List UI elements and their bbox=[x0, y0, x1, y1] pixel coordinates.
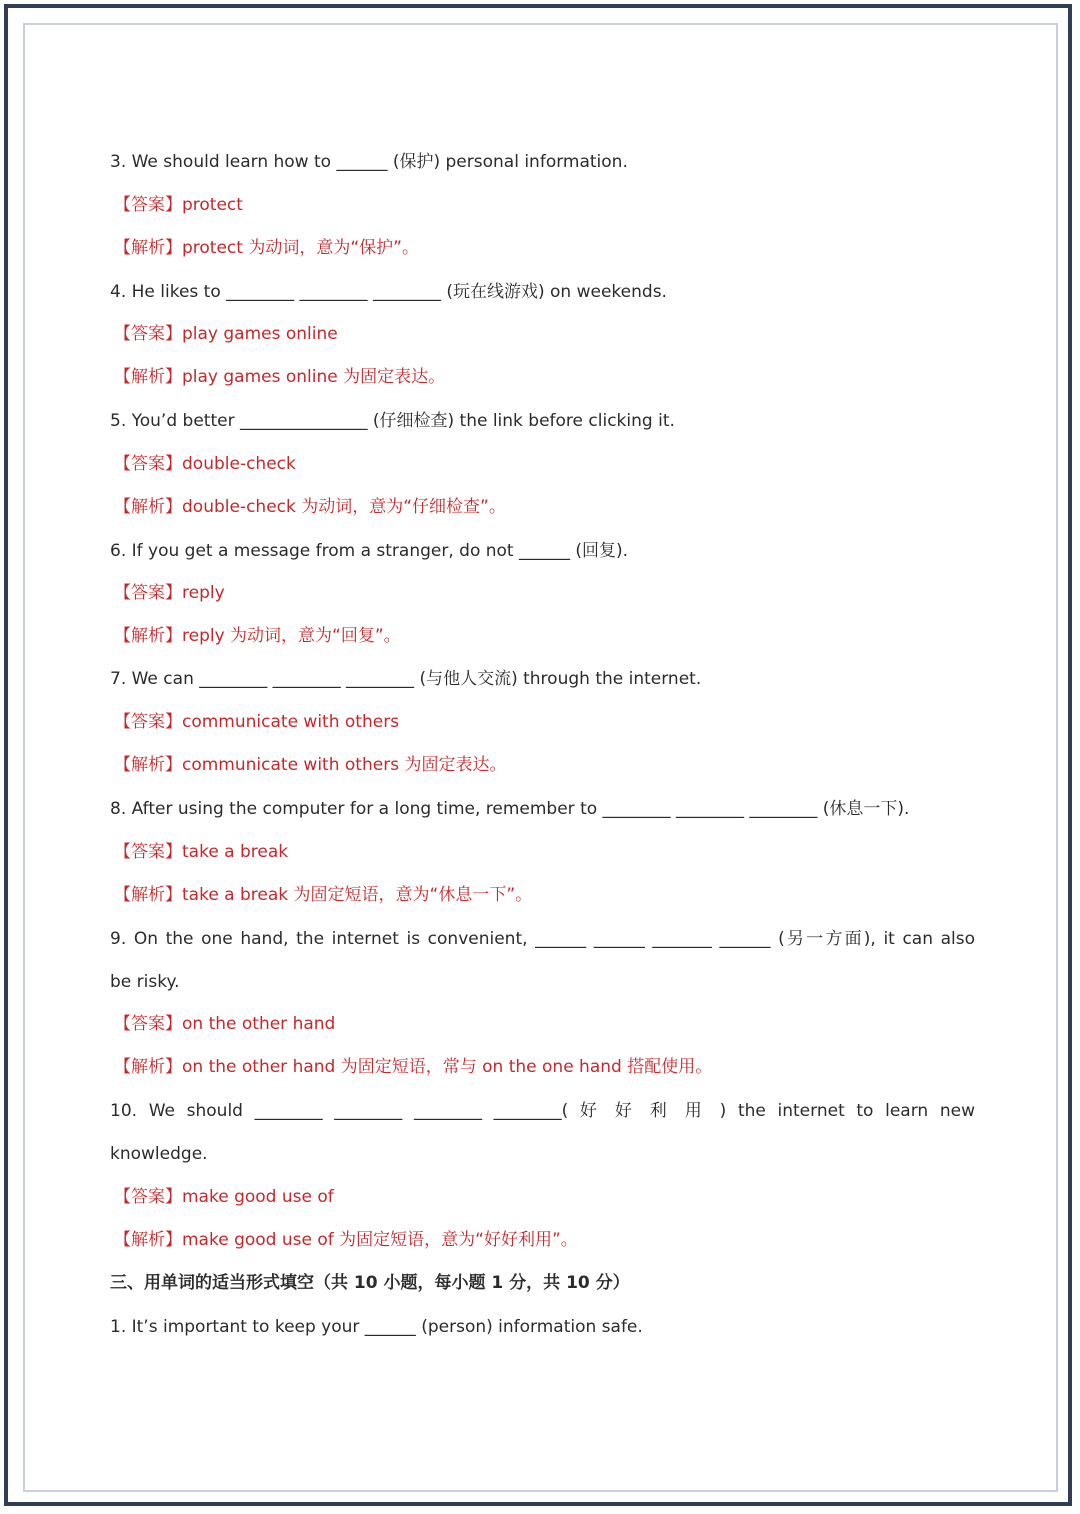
question-9-continued: be risky. bbox=[110, 972, 180, 992]
answer-4: 【答案】play games online bbox=[114, 324, 338, 344]
question-10-continued: knowledge. bbox=[110, 1144, 208, 1164]
explanation-8: 【解析】take a break 为固定短语，意为“休息一下”。 bbox=[114, 885, 533, 905]
answer-6: 【答案】reply bbox=[114, 583, 225, 603]
explanation-10: 【解析】make good use of 为固定短语，意为“好好利用”。 bbox=[114, 1230, 578, 1250]
question-3: 3. We should learn how to ______ (保护) personal information. bbox=[110, 152, 628, 172]
explanation-5: 【解析】double-check 为动词，意为“仔细检查”。 bbox=[114, 497, 506, 517]
question-10: 10. We should ________ ________ ________ ________( 好 好 利 用 ) the internet to learn new bbox=[110, 1101, 975, 1121]
explanation-6: 【解析】reply 为动词，意为“回复”。 bbox=[114, 626, 401, 646]
question-6: 6. If you get a message from a stranger, do not ______ (回复). bbox=[110, 541, 629, 561]
question-9: 9. On the one hand, the internet is convenient, ______ ______ _______ ______ (另一方面), it can also bbox=[110, 929, 975, 949]
question-7: 7. We can ________ ________ ________ (与他人交流) through the internet. bbox=[110, 669, 702, 689]
answer-7: 【答案】communicate with others bbox=[114, 712, 400, 732]
section3-question-1: 1. It’s important to keep your ______ (person) information safe. bbox=[110, 1317, 643, 1337]
answer-8: 【答案】take a break bbox=[114, 842, 289, 862]
answer-3: 【答案】protect bbox=[114, 195, 243, 215]
section-heading: 三、用单词的适当形式填空（共 10 小题，每小题 1 分，共 10 分） bbox=[110, 1273, 630, 1293]
explanation-7: 【解析】communicate with others 为固定表达。 bbox=[114, 755, 507, 775]
explanation-9: 【解析】on the other hand 为固定短语，常与 on the one hand 搭配使用。 bbox=[114, 1057, 713, 1077]
answer-5: 【答案】double-check bbox=[114, 454, 296, 474]
answer-10: 【答案】make good use of bbox=[114, 1187, 334, 1207]
answer-9: 【答案】on the other hand bbox=[114, 1014, 336, 1034]
question-8: 8. After using the computer for a long time, remember to ________ ________ ________ (休息一下). bbox=[110, 799, 910, 819]
question-4: 4. He likes to ________ ________ ________ (玩在线游戏) on weekends. bbox=[110, 282, 667, 302]
explanation-4: 【解析】play games online 为固定表达。 bbox=[114, 367, 446, 387]
explanation-3: 【解析】protect 为动词，意为“保护”。 bbox=[114, 238, 419, 258]
question-5: 5. You’d better _______________ (仔细检查) the link before clicking it. bbox=[110, 411, 675, 431]
